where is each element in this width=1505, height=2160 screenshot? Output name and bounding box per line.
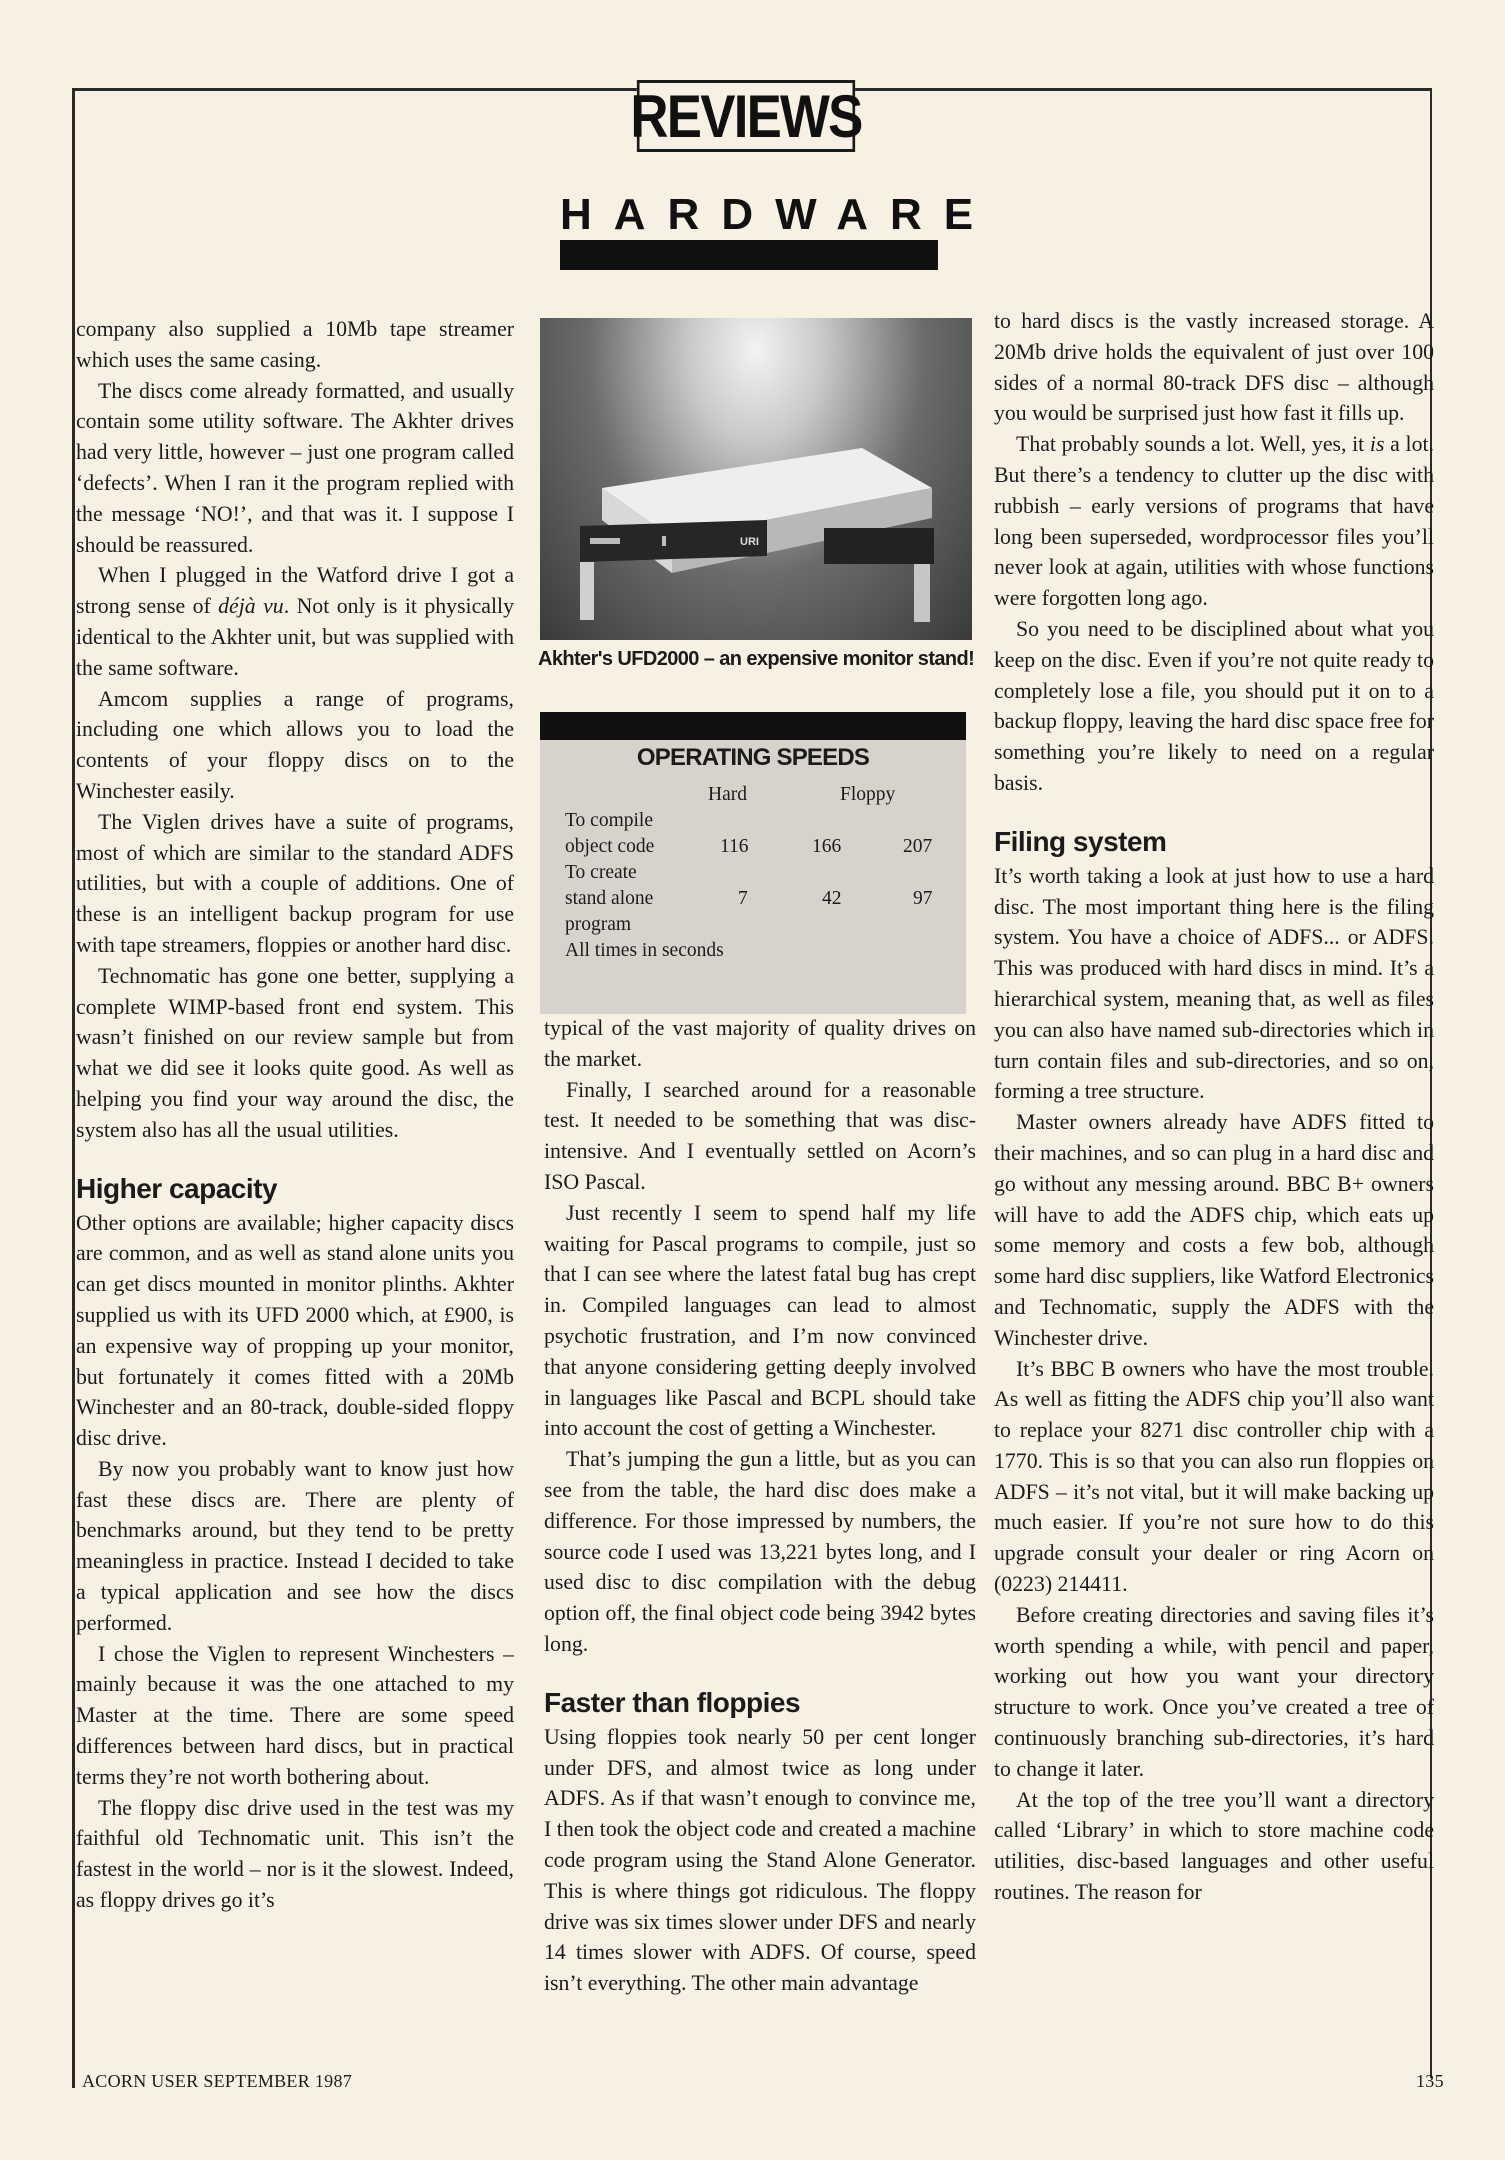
emphasis: déjà vu <box>218 594 284 619</box>
footer-page-number: 135 <box>1416 2071 1444 2091</box>
paragraph: By now you probably want to know just how fast these discs are. There are plenty of benchmarks around, but they tend to be pretty meaningless in practice. Instead I decided to take a typical application and see how the discs performed. <box>76 1456 514 1635</box>
speeds-table <box>540 740 966 1014</box>
photo-caption: Akhter's UFD2000 – an expensive monitor stand! <box>538 648 975 670</box>
table-column-header: Hard <box>708 784 747 805</box>
table-header-bar <box>540 712 966 740</box>
emphasis: is <box>1369 432 1385 457</box>
table-cell: 166 <box>812 836 842 857</box>
paragraph: Master owners already have ADFS fitted to their machines, and so can plug in a hard disc and go without any messing around. BBC B+ owners will have to add the ADFS chip, which eats up some memory and costs a few bob, although some hard disc suppliers, like Watford Electronics and Technomatic, supply the ADFS with the Winchester drive. <box>994 1110 1434 1350</box>
table-row-label: stand alone <box>565 888 654 909</box>
table-column-header: Floppy <box>840 784 896 805</box>
paragraph: The Viglen drives have a suite of programs, most of which are similar to the standard ADFS utilities, but with a couple of additions. One of these is an intelligent backup program for use with tape streamers, floppies or another hard disc. <box>76 809 514 957</box>
floppy-slot <box>590 538 620 544</box>
table-row-label: To create <box>565 862 637 883</box>
table-row-label: program <box>565 914 632 935</box>
stand-leg-right <box>914 564 930 622</box>
article-column-1 <box>76 314 514 1916</box>
paragraph: The floppy disc drive used in the test was my faithful old Technomatic unit. This isn’t the fastest in the world – nor is it the slowest. Indeed, as floppy drives go it’s <box>76 1795 514 1913</box>
paragraph: Before creating directories and saving files it’s worth spending a while, with pencil and paper, working out how you want your directory structure to work. Once you’ve created a tree of continuously branching sub-directories, it’s hard to change it later. <box>994 1602 1434 1781</box>
product-photo <box>540 318 972 640</box>
section-title: HARDWARE <box>560 190 996 239</box>
section-tag: REVIEWS <box>637 80 855 152</box>
brand-badge: URI <box>740 536 759 548</box>
article-column-3 <box>994 306 1434 1908</box>
subheading: Higher capacity <box>76 1172 278 1204</box>
table-cell: 7 <box>738 888 748 909</box>
table-cell: 207 <box>903 836 933 857</box>
paragraph: So you need to be disciplined about what you keep on the disc. Even if you’re not quite ready to completely lose a file, you should put it on to a backup floppy, leaving the hard disc space free for something you’re likely to need on a regular basis. <box>994 616 1434 795</box>
subheading: Filing system <box>994 825 1167 857</box>
article-column-2 <box>544 1013 976 1999</box>
table-cell: 116 <box>720 836 749 857</box>
paragraph: Just recently I seem to spend half my life waiting for Pascal programs to compile, just so that I can see where the latest fatal bug has crept in. Compiled languages can lead to almost psychotic frustration, and I’m now convinced that anyone considering getting deeply involved in languages like Pascal and BCPL should take into account the cost of getting a Winchester. <box>544 1200 976 1441</box>
paragraph: Using floppies took nearly 50 per cent longer under DFS, and almost twice as long under ADFS. As if that wasn’t enough to convince me, I then took the object code and created a machine code program using the Stand Alone Generator. This is where things got ridiculous. The floppy drive was six times slower under DFS and nearly 14 times slower with ADFS. Of course, speed isn’t everything. The other main advantage <box>544 1724 976 1996</box>
paragraph: Finally, I searched around for a reasonable test. It needed to be something that was disc-intensive. And I eventually settled on Acorn’s ISO Pascal. <box>544 1077 976 1194</box>
paragraph: Technomatic has gone one better, supplying a complete WIMP-based front end system. This wasn’t finished on our review sample but from what we did see it looks quite good. As well as helping you find your way around the disc, the system also has all the usual utilities. <box>76 963 514 1142</box>
stand-leg-left <box>580 562 594 620</box>
paragraph: That’s jumping the gun a little, but as you can see from the table, the hard disc does make a difference. For those impressed by numbers, the source code I used was 13,221 bytes long, and I used disc to disc compilation with the debug option off, the final object code being 3942 bytes long. <box>544 1447 976 1656</box>
footer-publication: ACORN USER SEPTEMBER 1987 <box>82 2071 353 2091</box>
paragraph: The discs come already formatted, and usually contain some utility software. The Akhter drives had very little, however – just one program called ‘defects’. When I ran it the program replied with the message ‘NO!’, and that was it. I suppose I should be reassured. <box>76 378 514 557</box>
table-title: OPERATING SPEEDS <box>636 744 870 771</box>
paragraph: It’s worth taking a look at just how to use a hard disc. The most important thing here is the filing system. You have a choice of ADFS... or ADFS. This was produced with hard discs in mind. It’s a hierarchical system, meaning that, as well as files you can also have named sub-directories which in turn contain files and sub-directories, and so on, forming a tree structure. <box>994 863 1434 1104</box>
paragraph: When I plugged in the Watford drive I got a strong sense of déjà vu. Not only is it physically identical to the Akhter unit, but was supplied with the same software. <box>76 563 514 680</box>
subheading: Faster than floppies <box>544 1686 801 1718</box>
table-row-label: object code <box>565 836 655 857</box>
drive-led <box>662 536 666 546</box>
paragraph: company also supplied a 10Mb tape streamer which uses the same casing. <box>76 317 514 372</box>
paragraph: Amcom supplies a range of programs, including one which allows you to load the contents of your floppy discs on to the Winchester easily. <box>76 686 514 803</box>
paragraph: At the top of the tree you’ll want a directory called ‘Library’ in which to store machine code utilities, disc-based languages and other useful routines. The reason for <box>994 1787 1434 1905</box>
paragraph: Other options are available; higher capacity discs are common, and as well as stand alone units you can get discs mounted in monitor plinths. Akhter supplied us with its UFD 2000 which, at £900, is an expensive way of propping up your monitor, but fortunately it comes fitted with a 20Mb Winchester and an 80-track, double-sided floppy disc drive. <box>76 1210 514 1451</box>
table-cell: 42 <box>822 888 842 909</box>
section-title-bar <box>560 240 938 270</box>
table-note: All times in seconds <box>565 940 724 961</box>
paragraph: It’s BBC B owners who have the most trouble. As well as fitting the ADFS chip you’ll also want to replace your 8271 disc controller chip with a 1770. This is so that you can also run floppies on ADFS – it’s not vital, but it will make backing up much easier. If you’re not sure how to do this upgrade consult your dealer or ring Acorn on (0223) 214411. <box>994 1356 1434 1597</box>
table-cell: 97 <box>913 888 933 909</box>
frame-left-rule <box>72 88 75 2088</box>
table-row-label: To compile <box>565 810 653 831</box>
paragraph: That probably sounds a lot. Well, yes, it is a lot. But there’s a tendency to clutter up the disc with rubbish – early versions of programs that have long been superseded, wordprocessor files you’ll never look at again, utilities with whose functions were forgotten long ago. <box>994 432 1434 611</box>
paragraph: I chose the Viglen to represent Winchesters – mainly because it was the one attached to my Master at the time. There are some speed differences between hard discs, but in practical terms they’re not worth bothering about. <box>76 1641 514 1789</box>
paragraph: to hard discs is the vastly increased storage. A 20Mb drive holds the equivalent of just over 100 sides of a normal 80-track DFS disc – although you would be surprised just how fast it fills up. <box>994 309 1434 426</box>
monitor-stand-illustration <box>562 428 942 628</box>
side-drive-bay <box>824 528 934 564</box>
paragraph: typical of the vast majority of quality drives on the market. <box>544 1016 976 1071</box>
